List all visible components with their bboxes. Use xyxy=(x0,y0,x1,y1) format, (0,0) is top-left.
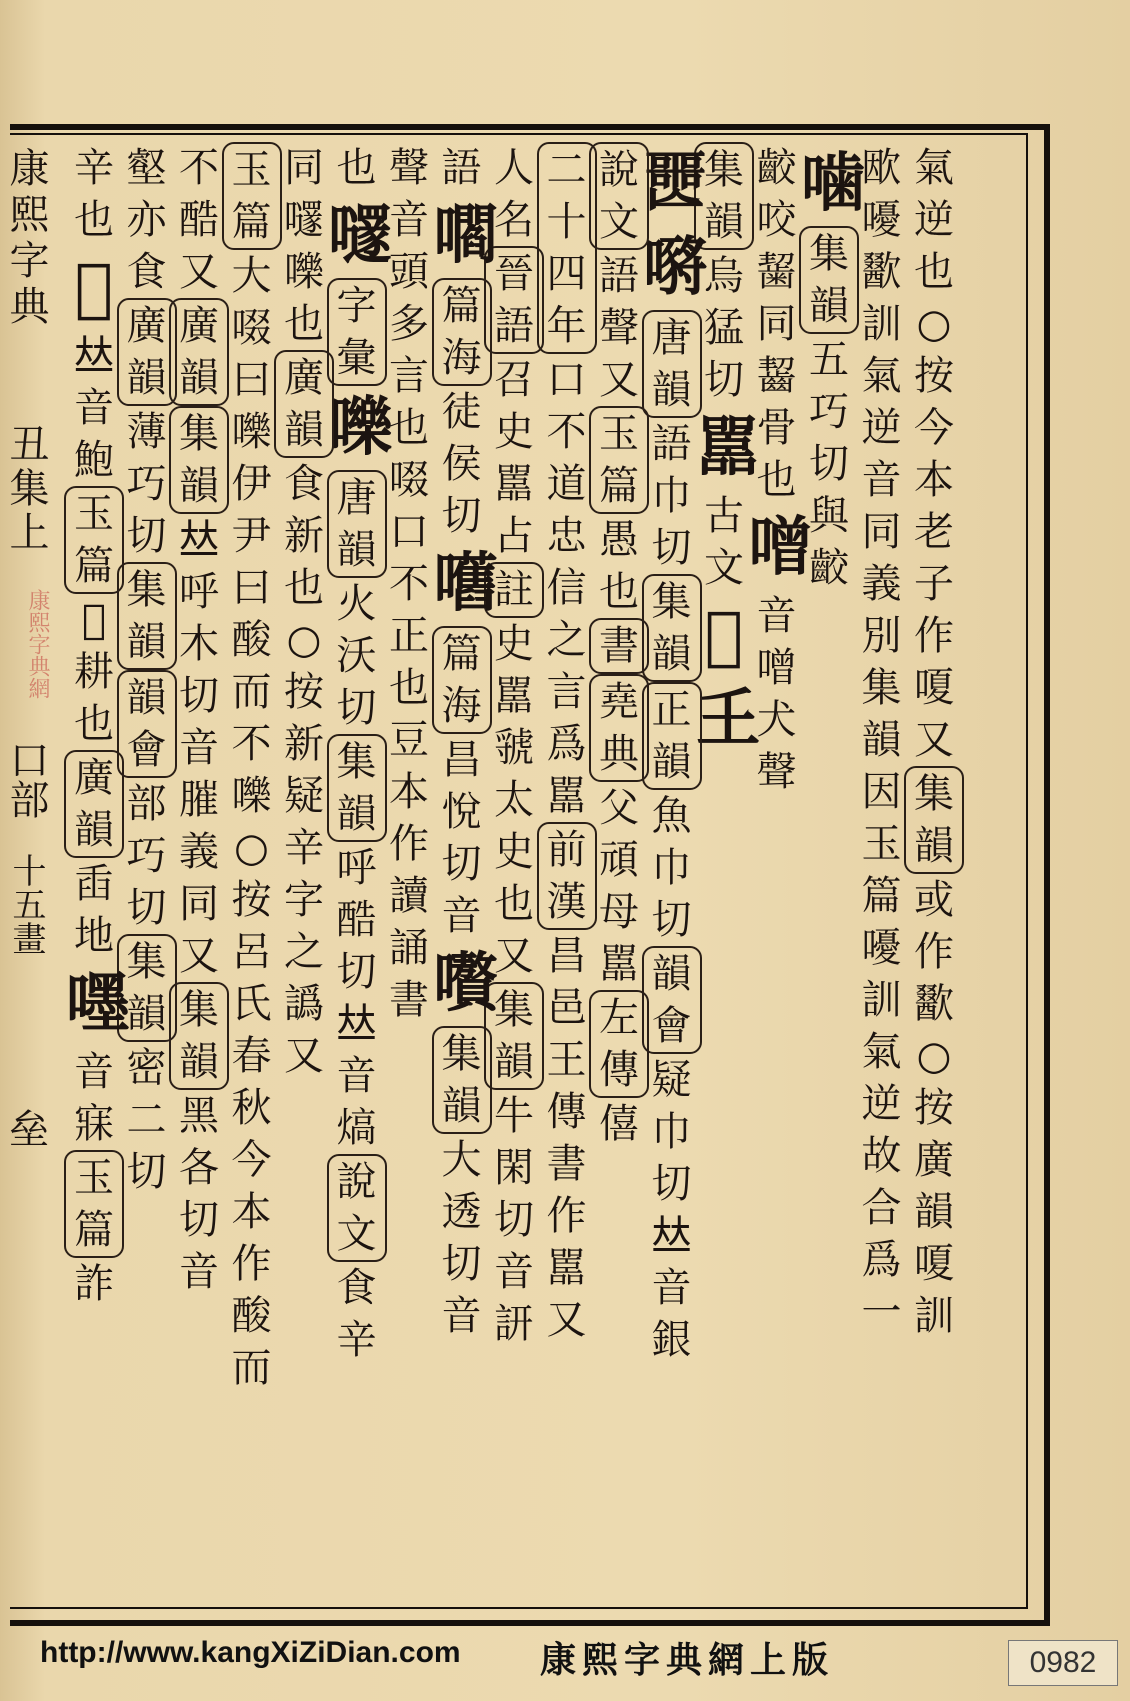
source-citation: 集 韻 xyxy=(169,982,229,1090)
source-citation: 集 韻 xyxy=(799,226,859,334)
definition-text: 𠀤 音 鮑 xyxy=(74,333,114,483)
definition-text: 聲 xyxy=(389,145,429,191)
page-number-box: 0982 xyxy=(1008,1640,1118,1686)
definition-text: 語 xyxy=(441,145,482,191)
source-citation: 晉 語 xyxy=(484,246,544,354)
text-column xyxy=(433,142,498,1597)
text-column xyxy=(486,142,542,1597)
source-citation: 韻 會 xyxy=(117,670,177,778)
definition-text: 音 頭 多 言 也 xyxy=(389,197,429,451)
headword: 噛 xyxy=(801,146,865,221)
definition-text: 嚛 也 xyxy=(284,249,324,347)
source-citation: 集 韻 xyxy=(642,574,702,682)
definition-text: 古 文 xyxy=(704,493,744,591)
margin-strokes: 十五畫 xyxy=(6,853,46,955)
definition-text: 或 作 歠 ○ 按 廣 韻 嗄 訓 xyxy=(914,877,954,1339)
source-citation: 篇 海 xyxy=(432,626,492,734)
footer-title: 康熙字典網上版 xyxy=(540,1639,835,1681)
source-citation: 玉 篇 xyxy=(64,1150,124,1258)
definition-text: 五 巧 切 與 齩 xyxy=(809,337,849,591)
source-citation: 廣 韻 xyxy=(274,350,334,458)
definition-text: 啜 口 不 正 也 xyxy=(389,457,429,711)
source-citation: 集 韻 xyxy=(169,406,229,514)
source-citation: 廣 韻 xyxy=(117,298,177,406)
margin-leaf-number: 垒 xyxy=(9,1107,49,1153)
definition-text: 食 新 也 ○ 按 新 疑 辛 字 之 譌 xyxy=(284,461,324,1027)
definition-text: 父 頑 母 嚚 xyxy=(599,785,639,987)
source-citation: 書 xyxy=(589,618,649,674)
definition-text: 氣 逆 也 ○ 按 今 本 老 子 作 嗄 xyxy=(914,145,954,711)
source-citation: 廣 韻 xyxy=(64,750,124,858)
headword: 嚚 xyxy=(696,410,760,485)
margin-radical: 口部 xyxy=(3,739,49,819)
definition-text: 辛 也 xyxy=(74,145,114,243)
definition-text: 也 xyxy=(336,145,377,191)
definition-text: 又 xyxy=(914,717,954,763)
definition-text: 又 xyxy=(179,249,219,295)
definition-text: 密 二 切 xyxy=(126,1045,167,1195)
source-citation: 廣 韻 xyxy=(169,298,229,406)
text-column xyxy=(801,142,865,1597)
source-citation: 字 彙 xyxy=(327,278,387,386)
text-column xyxy=(276,142,332,1597)
definition-text: 史 嚚 虢 太 史 也 xyxy=(494,621,534,927)
definition-text: 大 啜 曰 嚛 伊 尹 曰 酸 而 不 嚛 ○ 按 呂 氏 春 秋 今 本 作 酸 而 xyxy=(231,253,272,1391)
source-citation: 左 傳 xyxy=(589,990,649,1098)
text-column xyxy=(381,142,437,1597)
source-citation: 說 文 xyxy=(589,142,649,250)
definition-text: 語 巾 切 xyxy=(651,421,692,571)
text-column xyxy=(119,142,175,1597)
definition-text: 黑 各 切 音 xyxy=(179,1093,219,1295)
source-citation: 前 漢 xyxy=(537,822,597,930)
definition-text: 齩 咬 𪘂 同 齧 骨 也 xyxy=(756,145,797,503)
definition-text: 又 xyxy=(494,933,534,979)
definition-text: 大 透 切 音 xyxy=(441,1137,482,1339)
definition-text: 又 xyxy=(284,1033,324,1079)
headword: 𡉣 xyxy=(704,598,744,673)
source-citation: 唐 韻 xyxy=(642,310,702,418)
definition-text: 口 不 道 忠 信 之 言 爲 嚚 xyxy=(546,357,587,819)
margin-book-title: 康熙字典 xyxy=(3,147,49,331)
source-citation: 玉 篇 xyxy=(222,142,282,250)
margin-watermark: 康熙字典網 xyxy=(25,589,50,699)
source-citation: 玉 篇 xyxy=(64,486,124,594)
definition-text: 薄 巧 切 xyxy=(126,409,167,559)
definition-text: 語 聲 xyxy=(599,253,639,351)
definition-text: 僖 xyxy=(599,1101,639,1147)
text-column xyxy=(66,142,130,1597)
definition-text: 臿 地 xyxy=(74,861,114,959)
definition-text: 召 史 嚚 占 xyxy=(494,357,534,559)
definition-text: 人 名 xyxy=(494,145,534,243)
headword: 𡈼 xyxy=(696,682,760,757)
definition-text: 徒 侯 切 xyxy=(441,389,482,539)
definition-text: 呼 酷 切 𠀤 音 熇 xyxy=(336,845,377,1151)
definition-text: 昌 悅 切 音 xyxy=(441,737,482,939)
source-citation: 篇 海 xyxy=(432,278,492,386)
text-column xyxy=(696,142,760,1597)
source-citation: 二 十 四 年 xyxy=(537,142,597,354)
definition-text: 魚 巾 切 xyxy=(651,793,692,943)
definition-text: 疑 巾 切 𠀤 音 銀 xyxy=(651,1057,692,1363)
definition-text: 又 xyxy=(546,1297,587,1343)
definition-text: 烏 猛 切 xyxy=(704,253,744,403)
definition-text: 詐 xyxy=(74,1261,114,1307)
source-citation: 正 韻 xyxy=(642,682,702,790)
definition-text: 又 xyxy=(599,357,639,403)
source-citation: 唐 韻 xyxy=(327,470,387,578)
source-citation: 集 韻 xyxy=(904,766,964,874)
definition-text: 音 噌 犬 聲 xyxy=(756,593,797,795)
headword: 嚺 xyxy=(328,198,393,273)
headword: 嚽 xyxy=(433,946,498,1021)
source-citation: 玉 篇 xyxy=(589,406,649,514)
source-citation: 集 韻 xyxy=(117,562,177,670)
source-citation: 集 韻 xyxy=(117,934,177,1042)
definition-text: 同 嚺 xyxy=(284,145,324,243)
definition-text: 不 酷 xyxy=(179,145,219,243)
headword: 嚿 xyxy=(433,546,498,621)
text-column xyxy=(539,142,595,1597)
source-citation: 集 韻 xyxy=(484,982,544,1090)
source-citation: 集 韻 xyxy=(432,1026,492,1134)
headword: 𡁷 xyxy=(643,230,708,305)
text-column xyxy=(748,142,813,1597)
definition-text: 音 寐 xyxy=(74,1049,114,1147)
headword: 嚛 xyxy=(328,390,393,465)
definition-text: 欭 嚘 歠 訓 氣 逆 音 同 義 別 集 韻 因 玉 篇 嚘 訓 氣 逆 故 合 爲 一 xyxy=(861,145,902,1335)
source-citation: 集 韻 xyxy=(694,142,754,250)
source-citation: 堯 典 xyxy=(589,674,649,782)
definition-text: 又 xyxy=(179,933,219,979)
headword: 嚜 xyxy=(66,966,130,1041)
text-column xyxy=(224,142,280,1597)
source-citation: 集 韻 xyxy=(327,734,387,842)
definition-text: 食 辛 xyxy=(336,1265,377,1363)
footer-url[interactable]: http://www.kangXiZiDian.com xyxy=(40,1636,461,1669)
definition-text: 𠀤 呼 木 切 音 膗 義 同 xyxy=(179,517,219,927)
headword: 𡂤 xyxy=(643,146,708,221)
definition-text: 昌 邑 王 傳 書 作 嚚 xyxy=(546,933,587,1291)
definition-text: 火 沃 切 xyxy=(336,581,377,731)
definition-text: 壑 亦 食 xyxy=(126,145,167,295)
text-column xyxy=(643,142,708,1597)
source-citation: 註 xyxy=(484,562,544,618)
definition-text: 愚 也 xyxy=(599,517,639,615)
text-column xyxy=(906,142,962,1597)
definition-text: 牛 閑 切 音 訮 xyxy=(494,1093,534,1347)
source-citation: 說 文 xyxy=(327,1154,387,1262)
headword: 噌 xyxy=(748,510,813,585)
source-citation: 韻 會 xyxy=(642,946,702,1054)
definition-text: 部 巧 切 xyxy=(126,781,167,931)
text-column xyxy=(171,142,227,1597)
margin-column xyxy=(3,124,52,1524)
margin-section: 丑集上 xyxy=(3,423,49,555)
definition-text: 豆 本 作 讀 誦 書 xyxy=(389,717,429,1023)
text-column xyxy=(591,142,647,1597)
text-column xyxy=(854,142,910,1597)
definition-text: 𪗳 耕 也 xyxy=(74,597,114,747)
headword: 嚪 xyxy=(433,198,498,273)
text-column xyxy=(328,142,393,1597)
headword: 𪗳 xyxy=(74,250,114,325)
